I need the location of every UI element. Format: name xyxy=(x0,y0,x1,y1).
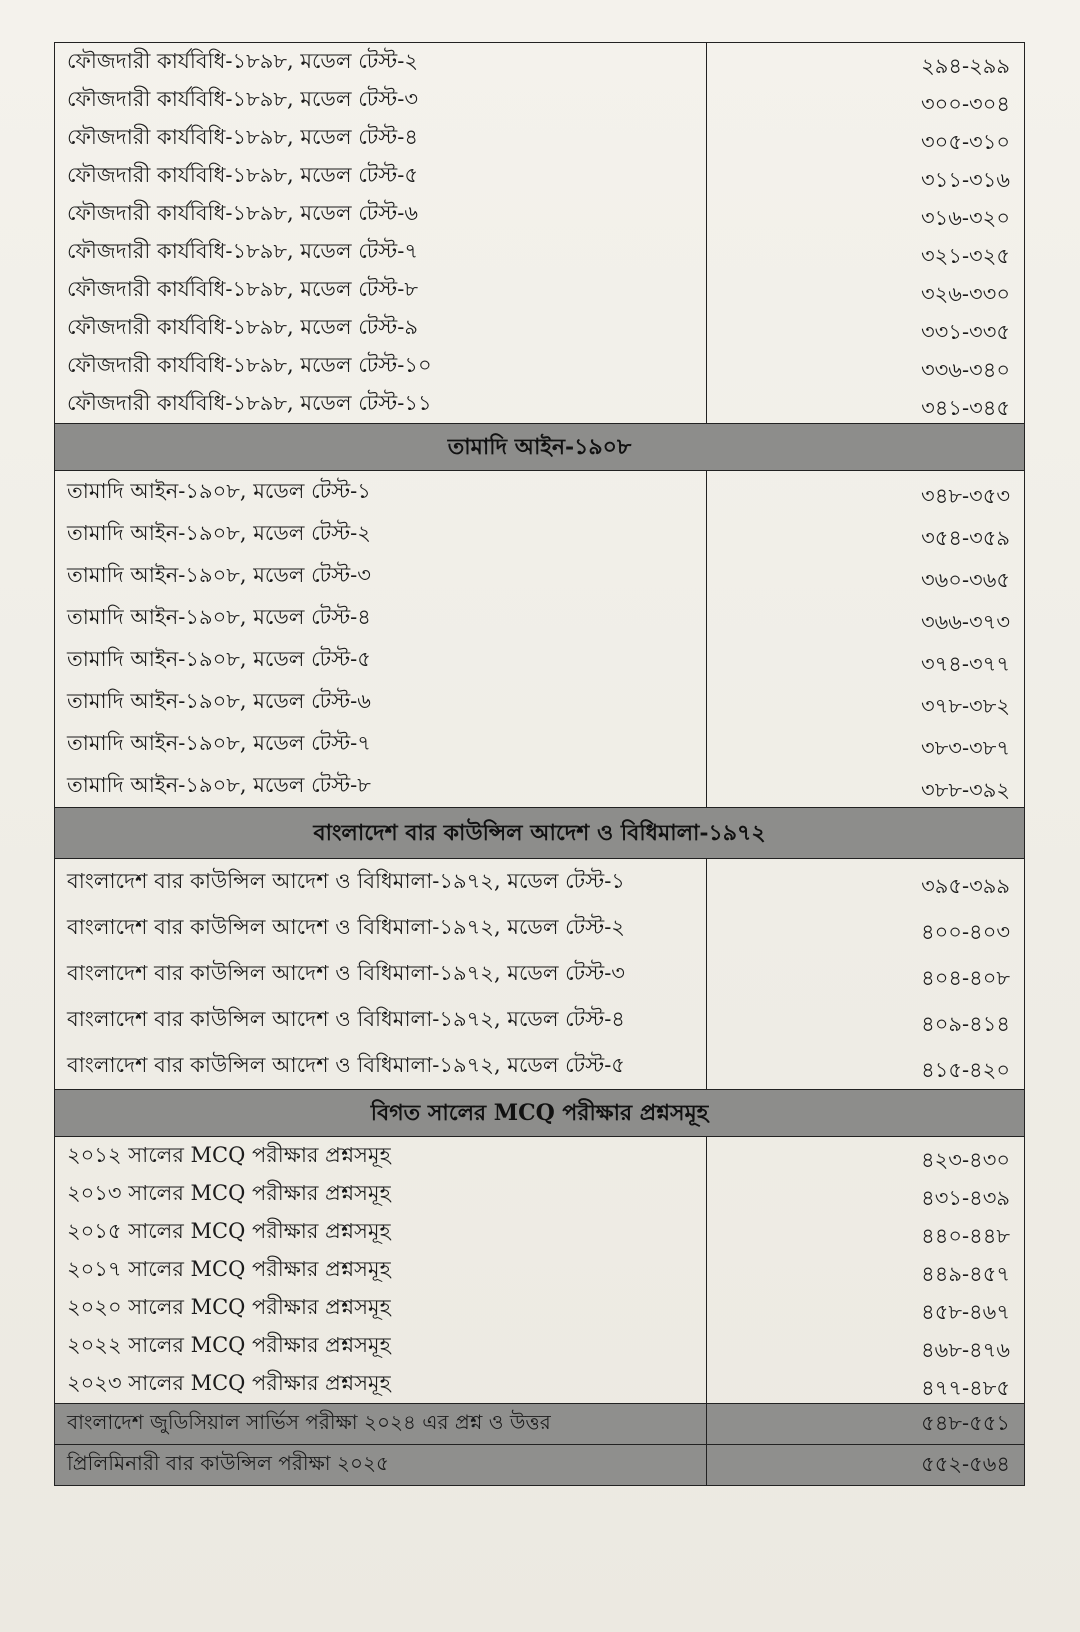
toc-entry xyxy=(55,859,1024,905)
section-previous-mcq xyxy=(55,1137,1024,1403)
entry-pages: ৪৪৯-৪৫৭ xyxy=(921,1261,1010,1286)
entry-pages: ৩২৬-৩৩০ xyxy=(920,281,1010,306)
toc-entry xyxy=(55,765,1024,807)
entry-title: বাংলাদেশ জুডিসিয়াল সার্ভিস পরীক্ষা ২০২৪ এর প্রশ্ন ও উত্তর xyxy=(55,1404,707,1444)
entry-title: ২০১২ সালের MCQ পরীক্ষার প্রশ্নসমূহ xyxy=(55,1137,707,1175)
entry-pages: ৪৩১-৪৩৯ xyxy=(921,1185,1010,1210)
entry-pages: ৩৩৬-৩৪০ xyxy=(921,357,1010,382)
entry-title: ফৌজদারী কার্যবিধি-১৮৯৮, মডেল টেস্ট-২ xyxy=(55,43,707,81)
entry-pages: ৩১৬-৩২০ xyxy=(921,205,1010,230)
entry-pages: ৩৪১-৩৪৫ xyxy=(921,395,1010,420)
entry-title: ফৌজদারী কার্যবিধি-১৮৯৮, মডেল টেস্ট-১১ xyxy=(55,385,707,423)
toc-entry-judicial-service-2024 xyxy=(55,1403,1024,1444)
entry-pages: ২৯৪-২৯৯ xyxy=(921,53,1010,78)
entry-pages: ৪১৫-৪২০ xyxy=(921,1057,1010,1082)
toc-entry xyxy=(55,997,1024,1043)
entry-pages: ৪৪০-৪৪৮ xyxy=(921,1223,1010,1248)
entry-title: বাংলাদেশ বার কাউন্সিল আদেশ ও বিধিমালা-১৯৭২, মডেল টেস্ট-৩ xyxy=(55,951,707,997)
entry-pages: ৫৫২-৫৬৪ xyxy=(921,1451,1010,1476)
toc-entry xyxy=(55,471,1024,513)
section-heading: বিগত সালের MCQ পরীক্ষার প্রশ্নসমূহ xyxy=(55,1089,1024,1137)
entry-title: ২০১৩ সালের MCQ পরীক্ষার প্রশ্নসমূহ xyxy=(55,1175,707,1213)
entry-pages: ৪০৯-৪১৪ xyxy=(921,1011,1010,1036)
section-heading: তামাদি আইন-১৯০৮ xyxy=(55,423,1024,471)
entry-pages: ৩৭৮-৩৮২ xyxy=(921,693,1010,718)
entry-title: তামাদি আইন-১৯০৮, মডেল টেস্ট-৮ xyxy=(55,765,707,807)
entry-pages: ৩০৫-৩১০ xyxy=(921,129,1010,154)
entry-title: ফৌজদারী কার্যবিধি-১৮৯৮, মডেল টেস্ট-৫ xyxy=(55,157,707,195)
entry-title: তামাদি আইন-১৯০৮, মডেল টেস্ট-৫ xyxy=(55,639,707,681)
toc-entry xyxy=(55,309,1024,347)
entry-title: তামাদি আইন-১৯০৮, মডেল টেস্ট-৬ xyxy=(55,681,707,723)
entry-pages: ৩৫৪-৩৫৯ xyxy=(921,525,1010,550)
entry-title: বাংলাদেশ বার কাউন্সিল আদেশ ও বিধিমালা-১৯৭২, মডেল টেস্ট-৫ xyxy=(55,1043,707,1089)
entry-title: বাংলাদেশ বার কাউন্সিল আদেশ ও বিধিমালা-১৯৭২, মডেল টেস্ট-৪ xyxy=(55,997,707,1043)
entry-pages: ৪০৪-৪০৮ xyxy=(921,965,1010,990)
toc-entry xyxy=(55,119,1024,157)
toc-entry xyxy=(55,513,1024,555)
toc-entry xyxy=(55,905,1024,951)
toc-entry xyxy=(55,1289,1024,1327)
entry-title: ফৌজদারী কার্যবিধি-১৮৯৮, মডেল টেস্ট-১০ xyxy=(55,347,707,385)
toc-entry xyxy=(55,43,1024,81)
toc-entry xyxy=(55,1251,1024,1289)
toc-entry xyxy=(55,1043,1024,1089)
entry-pages: ৩৬০-৩৬৫ xyxy=(921,567,1010,592)
toc-entry xyxy=(55,157,1024,195)
entry-title: ফৌজদারী কার্যবিধি-১৮৯৮, মডেল টেস্ট-৪ xyxy=(55,119,707,157)
toc-entry xyxy=(55,1213,1024,1251)
entry-title: ফৌজদারী কার্যবিধি-১৮৯৮, মডেল টেস্ট-৮ xyxy=(55,271,707,309)
entry-title: ২০১৫ সালের MCQ পরীক্ষার প্রশ্নসমূহ xyxy=(55,1213,707,1251)
section-heading: বাংলাদেশ বার কাউন্সিল আদেশ ও বিধিমালা-১৯৭২ xyxy=(55,807,1024,859)
toc-entry xyxy=(55,233,1024,271)
entry-title: তামাদি আইন-১৯০৮, মডেল টেস্ট-৪ xyxy=(55,597,707,639)
entry-title: তামাদি আইন-১৯০৮, মডেল টেস্ট-৭ xyxy=(55,723,707,765)
entry-pages: ৩১১-৩১৬ xyxy=(921,167,1010,192)
entry-pages: ৩৭৪-৩৭৭ xyxy=(921,651,1010,676)
entry-pages: ৩২১-৩২৫ xyxy=(921,243,1010,268)
entry-pages: ৩৬৬-৩৭৩ xyxy=(920,609,1010,634)
entry-pages: ৩০০-৩০৪ xyxy=(921,91,1010,116)
entry-pages: ৪৬৮-৪৭৬ xyxy=(921,1337,1010,1362)
entry-title: ফৌজদারী কার্যবিধি-১৮৯৮, মডেল টেস্ট-৯ xyxy=(55,309,707,347)
entry-title: ফৌজদারী কার্যবিধি-১৮৯৮, মডেল টেস্ট-৬ xyxy=(55,195,707,233)
toc-entry xyxy=(55,1365,1024,1403)
entry-pages: ৩৪৮-৩৫৩ xyxy=(921,483,1010,508)
entry-title: ২০২৩ সালের MCQ পরীক্ষার প্রশ্নসমূহ xyxy=(55,1365,707,1403)
entry-title: ফৌজদারী কার্যবিধি-১৮৯৮, মডেল টেস্ট-৭ xyxy=(55,233,707,271)
section-criminal-procedure xyxy=(55,43,1024,423)
entry-title: তামাদি আইন-১৯০৮, মডেল টেস্ট-২ xyxy=(55,513,707,555)
entry-pages: ৩৮৩-৩৮৭ xyxy=(921,735,1010,760)
toc-entry xyxy=(55,271,1024,309)
entry-pages: ৩৩১-৩৩৫ xyxy=(921,319,1010,344)
entry-pages: ৪০০-৪০৩ xyxy=(921,919,1010,944)
entry-pages: ৪৫৮-৪৬৭ xyxy=(921,1299,1010,1324)
entry-title: ফৌজদারী কার্যবিধি-১৮৯৮, মডেল টেস্ট-৩ xyxy=(55,81,707,119)
entry-title: ২০২২ সালের MCQ পরীক্ষার প্রশ্নসমূহ xyxy=(55,1327,707,1365)
table-of-contents xyxy=(54,42,1025,1486)
entry-title: ২০২০ সালের MCQ পরীক্ষার প্রশ্নসমূহ xyxy=(55,1289,707,1327)
entry-title: তামাদি আইন-১৯০৮, মডেল টেস্ট-১ xyxy=(55,471,707,513)
toc-entry xyxy=(55,555,1024,597)
entry-pages: ৪২৩-৪৩০ xyxy=(921,1147,1010,1172)
toc-entry xyxy=(55,681,1024,723)
toc-entry-preliminary-bar-council-2025 xyxy=(55,1444,1024,1485)
toc-entry xyxy=(55,1175,1024,1213)
entry-title: বাংলাদেশ বার কাউন্সিল আদেশ ও বিধিমালা-১৯৭২, মডেল টেস্ট-২ xyxy=(55,905,707,951)
toc-entry xyxy=(55,347,1024,385)
toc-entry xyxy=(55,639,1024,681)
entry-pages: ৪৭৭-৪৮৫ xyxy=(921,1375,1010,1400)
toc-entry xyxy=(55,597,1024,639)
entry-pages: ৩৯৫-৩৯৯ xyxy=(921,873,1010,898)
toc-entry xyxy=(55,385,1024,423)
toc-entry xyxy=(55,1137,1024,1175)
entry-title: তামাদি আইন-১৯০৮, মডেল টেস্ট-৩ xyxy=(55,555,707,597)
entry-title: প্রিলিমিনারী বার কাউন্সিল পরীক্ষা ২০২৫ xyxy=(55,1445,707,1485)
section-bar-council-order xyxy=(55,859,1024,1089)
entry-pages: ৩৮৮-৩৯২ xyxy=(921,777,1010,802)
entry-title: ২০১৭ সালের MCQ পরীক্ষার প্রশ্নসমূহ xyxy=(55,1251,707,1289)
toc-entry xyxy=(55,81,1024,119)
entry-title: বাংলাদেশ বার কাউন্সিল আদেশ ও বিধিমালা-১৯৭২, মডেল টেস্ট-১ xyxy=(55,859,707,905)
entry-pages: ৫৪৮-৫৫১ xyxy=(921,1410,1010,1435)
toc-entry xyxy=(55,1327,1024,1365)
toc-entry xyxy=(55,723,1024,765)
toc-entry xyxy=(55,951,1024,997)
toc-entry xyxy=(55,195,1024,233)
section-limitation-act xyxy=(55,471,1024,807)
